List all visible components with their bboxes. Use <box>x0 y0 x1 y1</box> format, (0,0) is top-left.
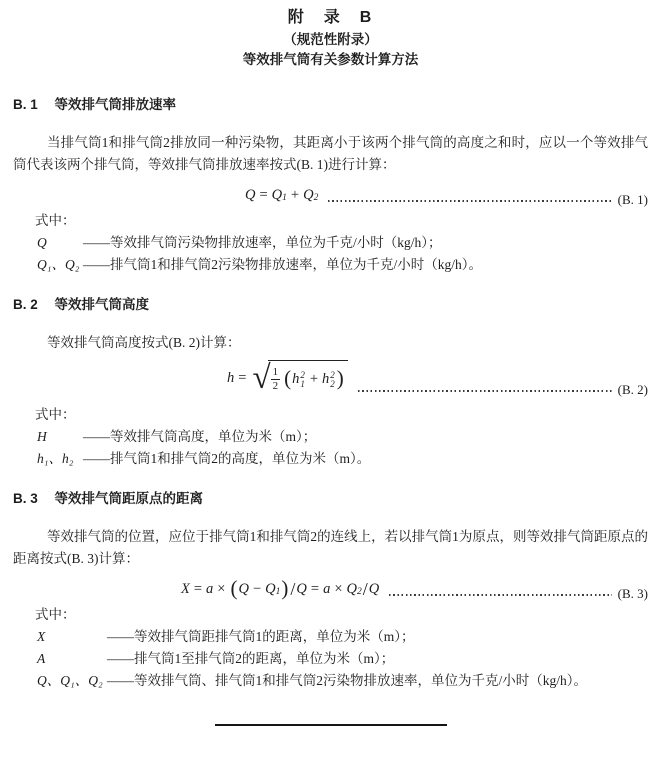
definition-list <box>37 626 648 692</box>
right-paren: ) <box>336 365 344 390</box>
definition-symbol: h₁、h₂ <box>37 451 74 466</box>
document-header <box>13 6 648 70</box>
var-h: h <box>227 370 235 386</box>
section-title: 等效排气筒距原点的距离 <box>54 491 204 506</box>
definition-list <box>37 232 648 276</box>
section-number: B. 3 <box>13 491 38 506</box>
multiply-sign: × <box>334 581 343 597</box>
square-root <box>252 360 347 396</box>
equation-b1 <box>13 184 648 206</box>
right-paren: ) <box>281 575 289 600</box>
divide-slash: / <box>290 579 296 599</box>
fraction-one-half <box>271 366 281 393</box>
definition-row <box>37 648 648 670</box>
definition-row <box>37 670 648 692</box>
definition-row <box>37 426 648 448</box>
divide-slash: / <box>362 579 368 599</box>
definition-list <box>37 426 648 470</box>
definition-symbol: Q、Q₁、Q₂ <box>37 673 103 688</box>
subscript-2: 2 <box>330 379 335 389</box>
definition-row <box>37 232 648 254</box>
where-label: 式中： <box>35 213 76 228</box>
definition-text: ——等效排气筒高度，单位为米（m）； <box>83 429 317 444</box>
definition-row <box>37 254 648 276</box>
var-Q: Q <box>368 581 380 597</box>
plus-sign: + <box>309 371 318 387</box>
var-Q1: Q <box>271 187 283 203</box>
definition-row <box>37 626 648 648</box>
equation-b2 <box>13 360 648 396</box>
section-heading <box>13 488 648 510</box>
h1-scripts <box>300 371 305 390</box>
appendix-heading: 等效排气筒有关参数计算方法 <box>242 52 419 67</box>
definition-symbol: X <box>37 629 46 644</box>
var-Q: Q <box>238 581 249 597</box>
section-intro: 等效排气筒的位置，应位于排气筒1和排气筒2的连线上，若以排气筒1为原点，则等效排气筒距原点的距离按式(B. 3)计算： <box>13 529 648 566</box>
var-Q2: Q <box>346 581 357 597</box>
end-of-document-rule <box>215 724 447 726</box>
appendix-subtitle: （规范性附录） <box>283 32 378 47</box>
left-paren: ( <box>284 365 292 390</box>
equation-label: (B. 1) <box>617 192 648 207</box>
definition-text: ——排气筒1至排气筒2的距离，单位为米（m）； <box>107 651 395 666</box>
left-paren: ( <box>230 575 238 600</box>
plus-sign: + <box>290 187 300 203</box>
equation-leader <box>358 390 612 392</box>
definition-symbol: Q₁、Q₂ <box>37 257 80 272</box>
definition-row <box>37 448 648 470</box>
section-title: 等效排气筒排放速率 <box>54 97 177 112</box>
fraction-denominator: 2 <box>272 379 279 392</box>
section-heading <box>13 294 648 316</box>
definition-symbol: H <box>37 429 47 444</box>
section-number: B. 1 <box>13 97 38 112</box>
where-label: 式中： <box>35 607 76 622</box>
section-number: B. 2 <box>13 297 38 312</box>
subscript-1: 1 <box>300 379 305 389</box>
equation-label: (B. 2) <box>617 382 648 397</box>
superscript-2: 2 <box>300 369 305 380</box>
fraction-numerator: 1 <box>272 365 279 378</box>
var-h1: h <box>292 371 300 387</box>
var-Q: Q <box>245 187 256 203</box>
section-b2 <box>13 294 648 470</box>
var-Q: Q <box>296 581 307 597</box>
definition-symbol: Q <box>37 235 47 250</box>
section-title: 等效排气筒高度 <box>54 297 150 312</box>
section-heading <box>13 94 648 116</box>
equation-label: (B. 3) <box>617 586 648 601</box>
definition-text: ——排气筒1和排气筒2的高度，单位为米（m）。 <box>83 451 371 466</box>
multiply-sign: × <box>217 581 226 597</box>
equation-leader <box>389 594 611 596</box>
equation-b3 <box>13 575 648 601</box>
equation-expression: Q = Q $_1$ + Q $_2$ <box>245 184 318 206</box>
section-b3 <box>13 488 648 692</box>
radical-sign-icon: √ <box>252 360 271 396</box>
h2-scripts <box>330 371 335 390</box>
equals-sign: = <box>238 370 247 386</box>
equals-sign: = <box>193 581 203 597</box>
definition-text: ——排气筒1和排气筒2污染物排放速率，单位为千克/小时（kg/h）。 <box>83 257 483 272</box>
var-X: X <box>181 581 190 597</box>
section-b1 <box>13 94 648 276</box>
minus-sign: − <box>252 581 262 597</box>
superscript-2: 2 <box>330 369 335 380</box>
var-a: a <box>323 581 331 597</box>
var-Q2: Q <box>303 187 314 203</box>
definition-text: ——等效排气筒污染物排放速率，单位为千克/小时（kg/h）； <box>83 235 442 250</box>
radicand <box>268 360 348 394</box>
section-intro: 等效排气筒高度按式(B. 2)计算： <box>47 335 241 350</box>
appendix-title: 附 录 B <box>287 9 374 26</box>
equals-sign: = <box>259 187 268 203</box>
equation-expression: X = a × ( Q − Q $_1$ ) / Q = a × Q $_2$ / Q <box>181 575 380 600</box>
equation-leader <box>328 200 611 202</box>
equation-expression <box>227 360 348 396</box>
var-Q1: Q <box>265 581 276 597</box>
var-h2: h <box>322 371 330 387</box>
definition-text: ——等效排气筒、排气筒1和排气筒2污染物排放速率，单位为千克/小时（kg/h）。 <box>107 673 588 688</box>
equals-sign: = <box>310 581 320 597</box>
section-intro: 当排气筒1和排气筒2排放同一种污染物，其距离小于该两个排气筒的高度之和时，应以一个等效排气筒代表该两个排气筒，等效排气筒排放速率按式(B. 1)进行计算： <box>13 135 648 172</box>
definition-text: ——等效排气筒距排气筒1的距离，单位为米（m）； <box>107 629 415 644</box>
definition-symbol: A <box>37 651 46 666</box>
where-label: 式中： <box>35 407 76 422</box>
var-a: a <box>206 581 214 597</box>
